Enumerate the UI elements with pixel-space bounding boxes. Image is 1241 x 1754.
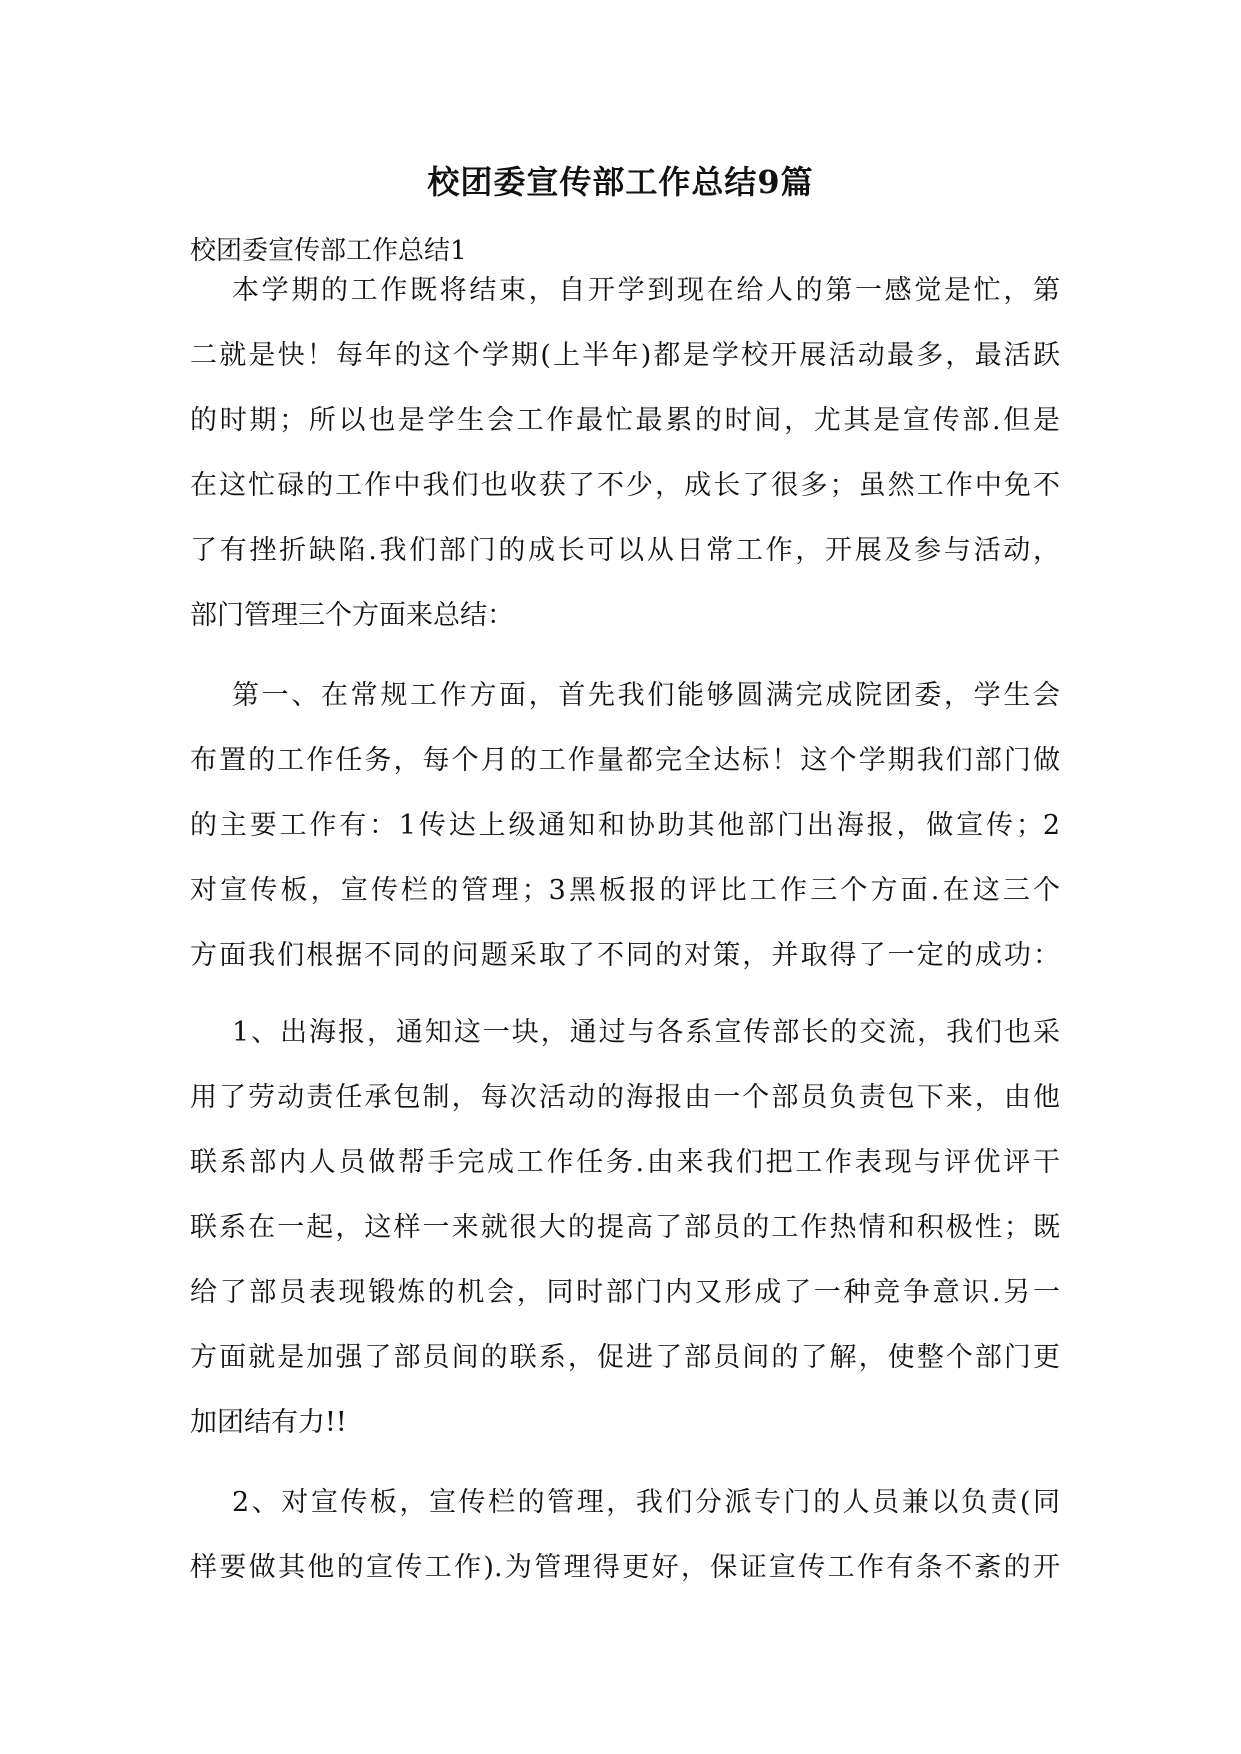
paragraph-line: 2、对宣传板，宣传栏的管理，我们分派专门的人员兼以负责(同 (232, 1487, 1060, 1518)
paragraph-1 (190, 258, 1060, 648)
paragraph-line: 方面我们根据不同的问题采取了不同的对策，并取得了一定的成功： (190, 940, 1060, 971)
paragraph-line: 二就是快！每年的这个学期(上半年)都是学校开展活动最多，最活跃 (190, 340, 1060, 371)
paragraph-line: 的主要工作有：1传达上级通知和协助其他部门出海报，做宣传；2 (190, 810, 1060, 841)
paragraph-line: 本学期的工作既将结束，自开学到现在给人的第一感觉是忙，第 (232, 275, 1060, 306)
paragraph-line: 布置的工作任务，每个月的工作量都完全达标！这个学期我们部门做 (190, 745, 1060, 776)
paragraph-line: 了有挫折缺陷.我们部门的成长可以从日常工作，开展及参与活动， (190, 535, 1060, 566)
paragraph-line: 用了劳动责任承包制，每次活动的海报由一个部员负责包下来，由他 (190, 1082, 1060, 1113)
paragraph-3 (190, 1000, 1060, 1455)
paragraph-line: 部门管理三个方面来总结： (190, 600, 514, 631)
paragraph-line: 对宣传板，宣传栏的管理；3黑板报的评比工作三个方面.在这三个 (190, 875, 1060, 906)
paragraph-4 (190, 1470, 1060, 1600)
paragraph-line: 方面就是加强了部员间的联系，促进了部员间的了解，使整个部门更 (190, 1342, 1060, 1373)
paragraph-line: 联系部内人员做帮手完成工作任务.由来我们把工作表现与评优评干 (190, 1147, 1060, 1178)
paragraph-line: 加团结有力!! (190, 1407, 347, 1438)
paragraph-line: 联系在一起，这样一来就很大的提高了部员的工作热情和积极性；既 (190, 1212, 1060, 1243)
paragraph-line: 第一、在常规工作方面，首先我们能够圆满完成院团委，学生会 (232, 680, 1060, 711)
document-title: 校团委宣传部工作总结9篇 (427, 163, 814, 201)
paragraph-line: 1、出海报，通知这一块，通过与各系宣传部长的交流，我们也采 (232, 1017, 1060, 1048)
paragraph-line: 样要做其他的宣传工作).为管理得更好，保证宣传工作有条不紊的开 (190, 1552, 1060, 1583)
paragraph-2 (190, 663, 1060, 988)
paragraph-line: 的时期；所以也是学生会工作最忙最累的时间，尤其是宣传部.但是 (190, 405, 1060, 436)
section-heading: 校团委宣传部工作总结1 (190, 236, 467, 266)
paragraph-line: 在这忙碌的工作中我们也收获了不少，成长了很多；虽然工作中免不 (190, 470, 1060, 501)
paragraph-line: 给了部员表现锻炼的机会，同时部门内又形成了一种竞争意识.另一 (190, 1277, 1060, 1308)
